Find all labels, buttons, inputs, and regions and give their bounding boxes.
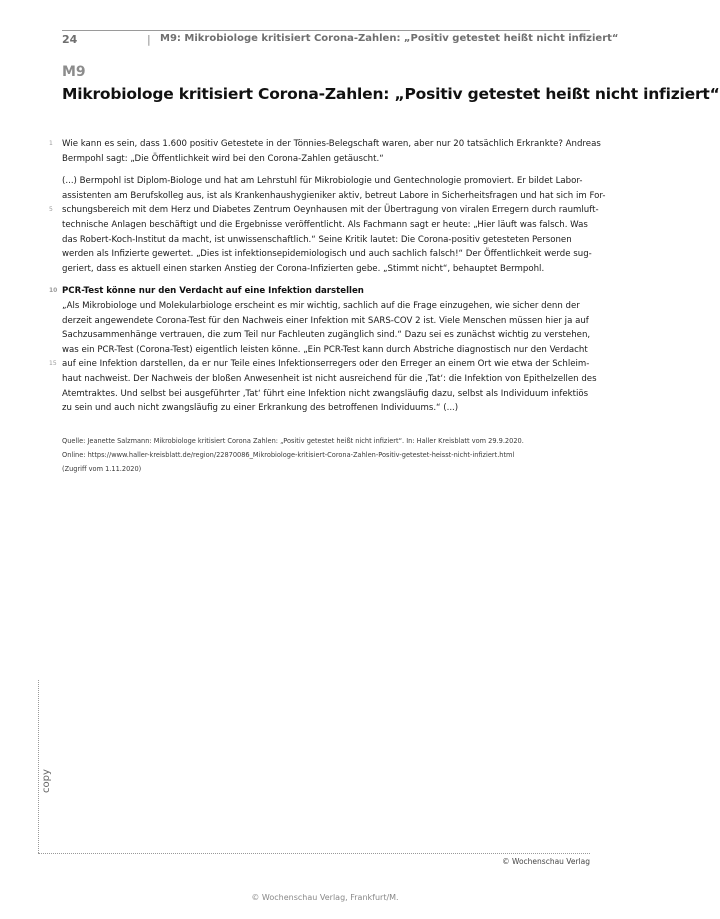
line-text: technische Anlagen beschäftigt und die Ergebnisse veröffentlicht. Als Fachmann sagt er heute: „Hier läuft was falsch. Was — [62, 219, 588, 230]
line-number: 1 — [49, 140, 53, 147]
material-label: M9 — [62, 64, 86, 80]
line-number: 10 — [49, 287, 58, 295]
text-line — [62, 233, 590, 248]
line-text: Bermpohl sagt: „Die Öffentlichkeit wird bei den Corona-Zahlen getäuscht.“ — [62, 153, 384, 164]
text-line — [62, 372, 597, 387]
footer-credit: © Wochenschau Verlag, Frankfurt/M. — [251, 893, 399, 902]
line-text: derzeit angewendete Corona-Test für den Nachweis einer Infektion mit SARS-COV 2 ist. Viele Menschen müssen hier ja auf — [62, 315, 589, 326]
text-line — [62, 299, 590, 314]
paragraph-1 — [49, 137, 601, 166]
article-title: Mikrobiologe kritisiert Corona-Zahlen: „Positiv getestet heißt nicht infiziert“ — [62, 85, 720, 103]
copy-label: copy — [41, 769, 52, 793]
text-line — [62, 152, 590, 167]
line-text: Sachzusammenhänge vertrauen, die zum Teil nur Fachleuten zugänglich sind.“ Dazu sei es zunächst wichtig zu verstehen, — [62, 330, 591, 341]
line-text: (...) Bermpohl ist Diplom-Biologe und hat am Lehrstuhl für Mikrobiologie und Gentechnologie promoviert. Er bildet Labor- — [62, 176, 583, 187]
text-line — [62, 174, 590, 189]
line-text: „Als Mikrobiologe und Molekularbiologe erscheint es mir wichtig, sachlich auf die Frage einzugehen, wie sicher denn der — [62, 300, 580, 311]
source-line: Quelle: Jeanette Salzmann: Mikrobiologe kritisiert Corona Zahlen: „Positiv getestet heißt nicht infiziert“. In: Haller Kreisblatt vom 29.9.2020. — [62, 437, 524, 445]
text-line — [62, 189, 606, 204]
margin-dotted-line-horizontal — [38, 853, 590, 854]
line-text: Atemtraktes. Und selbst bei ausgeführter ‚Tat‘ führt eine Infektion nicht zwangsläufig dazu, selbst als Individuum infektiös — [62, 388, 589, 399]
line-text: schungsbereich mit dem Herz und Diabetes Zentrum Oeynhausen mit der Übertragung von viralen Erregern durch raumluft- — [62, 205, 599, 216]
line-number: 15 — [49, 360, 57, 368]
corner-credit: © Wochenschau Verlag — [502, 857, 590, 866]
page-number: 24 — [62, 33, 78, 46]
text-line — [62, 262, 590, 277]
line-text: was ein PCR-Test (Corona-Test) eigentlich leisten könne. „Ein PCR-Test kann durch Abstriche diagnostisch nur den Verdacht — [62, 344, 588, 355]
text-line — [62, 247, 590, 262]
text-line — [62, 218, 590, 233]
line-text: geriert, dass es aktuell einen starken Anstieg der Corona-Infizierten gebe. „Stimmt nicht“, behauptet Bermpohl. — [62, 263, 545, 274]
text-line — [49, 137, 601, 152]
text-line — [62, 401, 590, 416]
line-text: das Robert-Koch-Institut da macht, ist unwissenschaftlich.“ Seine Kritik lautet: Die Corona-positiv getesteten Personen — [62, 234, 572, 245]
line-text: haut nachweist. Der Nachweis der bloßen Anwesenheit ist nicht ausreichend für die ‚Tat‘: die Infektion von Epithelzellen des — [62, 373, 597, 384]
line-text: auf eine Infektion darstellen, da er nur Teile eines Infektionserregers oder den Erreger an einem Ort wie etwa der Schleim- — [62, 359, 590, 370]
text-line — [62, 328, 590, 343]
running-title: M9: Mikrobiologe kritisiert Corona-Zahlen: „Positiv getestet heißt nicht infiziert“ — [160, 33, 619, 44]
text-line — [62, 343, 590, 358]
paragraph-2 — [49, 174, 606, 276]
margin-dotted-line-vertical — [38, 680, 39, 853]
text-line — [62, 387, 590, 402]
line-number: 5 — [49, 206, 53, 214]
source-citation — [62, 434, 524, 476]
source-access-date: (Zugriff vom 1.11.2020) — [62, 465, 142, 473]
header-rule — [62, 30, 590, 31]
text-line — [62, 314, 590, 329]
subheading-text: PCR-Test könne nur den Verdacht auf eine Infektion darstellen — [62, 286, 364, 297]
text-line — [49, 357, 590, 372]
paragraph-3 — [49, 299, 597, 416]
line-text: Wie kann es sein, dass 1.600 positiv Getestete in der Tönnies-Belegschaft waren, aber nur 20 tatsächlich Erkrankte? Andreas — [62, 139, 601, 149]
subheading — [49, 284, 590, 299]
header-separator: | — [147, 33, 151, 46]
line-text: assistenten am Berufskolleg aus, ist als Krankenhaushygieniker aktiv, betreut Labore in Sicherheitsfragen und hat sich im For- — [62, 190, 606, 201]
source-url: Online: https://www.haller-kreisblatt.de/region/22870086_Mikrobiologe-kritisiert-Corona-Zahlen-Positiv-getestet-heisst-nicht-infiziert.html — [62, 451, 515, 459]
text-line — [49, 203, 599, 218]
article-body — [49, 137, 606, 416]
line-text: werden als Infizierte gewertet. „Dies ist infektionsepidemiologisch und auch sachlich falsch!“ Der Öffentlichkeit werde sug- — [62, 249, 592, 260]
line-text: zu sein und auch nicht zwangsläufig zu einer Erkrankung des betroffenen Individuums.“ (...) — [62, 403, 459, 414]
